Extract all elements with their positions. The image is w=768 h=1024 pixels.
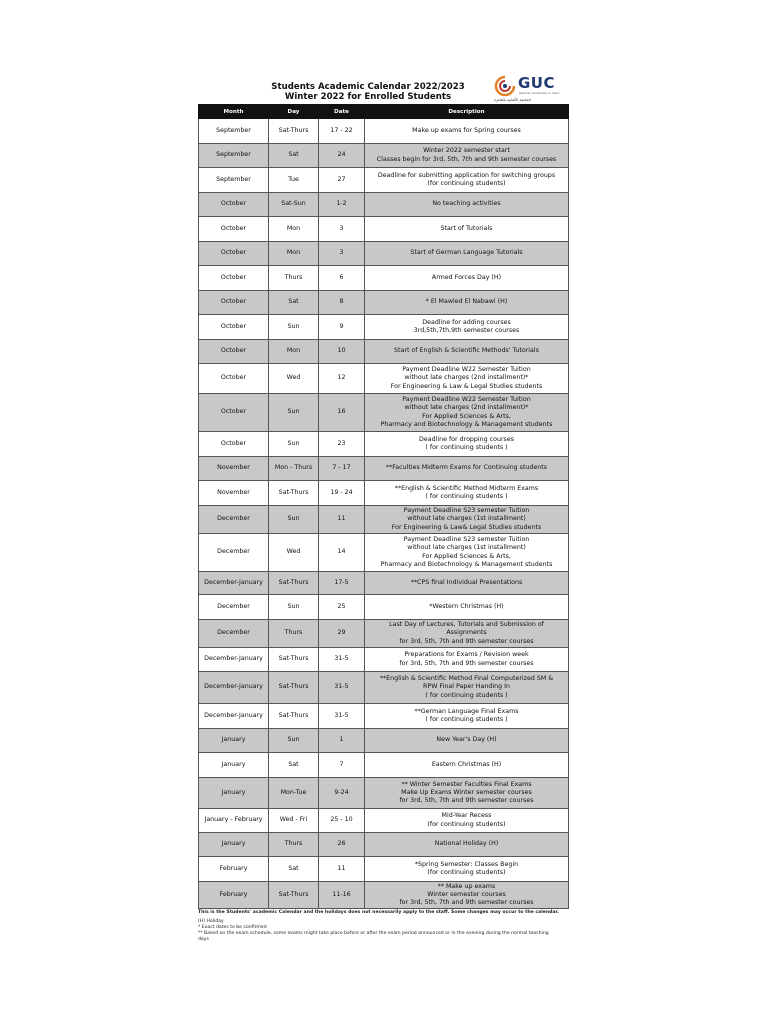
cell-month: October bbox=[199, 315, 269, 340]
table-row bbox=[199, 119, 569, 144]
cell-month: October bbox=[199, 242, 269, 266]
table-row bbox=[199, 778, 569, 809]
column-header-description: Description bbox=[365, 105, 569, 119]
table-row bbox=[199, 291, 569, 315]
cell-date: 7 - 17 bbox=[319, 457, 365, 481]
cell-day: Thurs bbox=[269, 266, 319, 291]
table-row bbox=[199, 857, 569, 882]
cell-date: 11-16 bbox=[319, 882, 365, 909]
cell-date: 19 - 24 bbox=[319, 481, 365, 506]
cell-month: December bbox=[199, 595, 269, 620]
cell-date: 8 bbox=[319, 291, 365, 315]
table-row bbox=[199, 672, 569, 704]
cell-month: December-January bbox=[199, 704, 269, 729]
cell-month: September bbox=[199, 168, 269, 193]
cell-date: 9 bbox=[319, 315, 365, 340]
cell-description: Start of English & Scientific Methods' Tutorials bbox=[365, 340, 569, 364]
table-row bbox=[199, 144, 569, 168]
table-row bbox=[199, 572, 569, 595]
table-row bbox=[199, 266, 569, 291]
logo-swirl-icon bbox=[494, 75, 516, 97]
cell-date: 14 bbox=[319, 534, 365, 572]
cell-month: October bbox=[199, 394, 269, 432]
table-row bbox=[199, 457, 569, 481]
table-row bbox=[199, 242, 569, 266]
cell-description: Preparations for Exams / Revision week for 3rd, 5th, 7th and 9th semester courses bbox=[365, 648, 569, 672]
cell-day: Sun bbox=[269, 729, 319, 753]
table-row bbox=[199, 809, 569, 833]
table-row bbox=[199, 394, 569, 432]
cell-description: Mid-Year Recess (for continuing students) bbox=[365, 809, 569, 833]
cell-day: Sat bbox=[269, 144, 319, 168]
table-row bbox=[199, 729, 569, 753]
cell-day: Wed - Fri bbox=[269, 809, 319, 833]
cell-month: December-January bbox=[199, 672, 269, 704]
cell-description: *Western Christmas (H) bbox=[365, 595, 569, 620]
table-row bbox=[199, 364, 569, 394]
cell-day: Sun bbox=[269, 432, 319, 457]
cell-month: December-January bbox=[199, 572, 269, 595]
cell-date: 10 bbox=[319, 340, 365, 364]
cell-day: Sat-Thurs bbox=[269, 882, 319, 909]
cell-month: December-January bbox=[199, 648, 269, 672]
table-row bbox=[199, 168, 569, 193]
header bbox=[198, 72, 570, 104]
note-exams: ** Based on the exam schedule, some exams might take place before or after the exam period announced or in the evening during the normal teaching days bbox=[198, 931, 549, 942]
cell-date: 31-5 bbox=[319, 672, 365, 704]
cell-description: Payment Deadline W22 Semester Tuition without late charges (2nd installment)* For Engineering & Law & Legal Studies students bbox=[365, 364, 569, 394]
table-header-row bbox=[199, 105, 569, 119]
page-subtitle: Winter 2022 for Enrolled Students bbox=[284, 92, 452, 102]
cell-day: Wed bbox=[269, 364, 319, 394]
cell-date: 23 bbox=[319, 432, 365, 457]
cell-description: Deadline for submitting application for switching groups (for continuing students) bbox=[365, 168, 569, 193]
table-row bbox=[199, 315, 569, 340]
cell-day: Sun bbox=[269, 595, 319, 620]
cell-day: Sat bbox=[269, 857, 319, 882]
cell-date: 9-24 bbox=[319, 778, 365, 809]
cell-month: February bbox=[199, 882, 269, 909]
cell-description: New Year's Day (H) bbox=[365, 729, 569, 753]
table-row bbox=[199, 704, 569, 729]
cell-date: 24 bbox=[319, 144, 365, 168]
cell-description: National Holiday (H) bbox=[365, 833, 569, 857]
cell-date: 17-5 bbox=[319, 572, 365, 595]
cell-day: Sat-Thurs bbox=[269, 672, 319, 704]
cell-month: October bbox=[199, 217, 269, 242]
cell-month: January bbox=[199, 729, 269, 753]
table-body bbox=[199, 119, 569, 909]
cell-month: January bbox=[199, 753, 269, 778]
cell-description: No teaching activities bbox=[365, 193, 569, 217]
cell-day: Mon-Tue bbox=[269, 778, 319, 809]
cell-description: Start of German Language Tutorials bbox=[365, 242, 569, 266]
cell-day: Sat bbox=[269, 291, 319, 315]
column-header-day: Day bbox=[269, 105, 319, 119]
cell-description: **German Language Final Exams ( for continuing students ) bbox=[365, 704, 569, 729]
cell-description: **English & Scientific Method Final Computerized SM & RPW Final Paper Handing In ( for continuing students ) bbox=[365, 672, 569, 704]
cell-month: September bbox=[199, 119, 269, 144]
table-row bbox=[199, 753, 569, 778]
cell-date: 26 bbox=[319, 833, 365, 857]
cell-description: Eastern Christmas (H) bbox=[365, 753, 569, 778]
cell-description: Payment Deadline S23 semester Tuition without late charges (1st installment) For Engineering & Law& Legal Studies students bbox=[365, 506, 569, 534]
cell-month: September bbox=[199, 144, 269, 168]
cell-month: October bbox=[199, 266, 269, 291]
cell-day: Sun bbox=[269, 394, 319, 432]
cell-description: Make up exams for Spring courses bbox=[365, 119, 569, 144]
note-holiday: (H) Holiday bbox=[198, 919, 224, 924]
cell-date: 3 bbox=[319, 242, 365, 266]
title-block bbox=[198, 82, 538, 102]
cell-month: October bbox=[199, 364, 269, 394]
cell-day: Sat-Thurs bbox=[269, 481, 319, 506]
cell-description: Deadline for adding courses 3rd,5th,7th,9th semester courses bbox=[365, 315, 569, 340]
cell-month: January bbox=[199, 778, 269, 809]
cell-date: 1 bbox=[319, 729, 365, 753]
cell-month: October bbox=[199, 432, 269, 457]
cell-day: Mon bbox=[269, 340, 319, 364]
cell-day: Wed bbox=[269, 534, 319, 572]
disclaimer: This is the Students' academic Calendar and the holidays does not necessarily apply to the staff. Some changes may occur to the calendar. bbox=[198, 910, 559, 915]
cell-description: *Spring Semester: Classes Begin (for continuing students) bbox=[365, 857, 569, 882]
cell-date: 31-5 bbox=[319, 648, 365, 672]
cell-date: 25 - 10 bbox=[319, 809, 365, 833]
calendar-page bbox=[198, 72, 570, 943]
cell-description: Last Day of Lectures, Tutorials and Submission of Assignments for 3rd, 5th, 7th and 9th semester courses bbox=[365, 620, 569, 648]
cell-month: November bbox=[199, 481, 269, 506]
cell-description: **CPS final Individual Presentations bbox=[365, 572, 569, 595]
table-row bbox=[199, 340, 569, 364]
cell-month: November bbox=[199, 457, 269, 481]
cell-day: Thurs bbox=[269, 833, 319, 857]
table-row bbox=[199, 882, 569, 909]
table-row bbox=[199, 620, 569, 648]
cell-date: 1-2 bbox=[319, 193, 365, 217]
cell-day: Mon bbox=[269, 242, 319, 266]
table-row bbox=[199, 648, 569, 672]
cell-month: January bbox=[199, 833, 269, 857]
cell-description: Payment Deadline W22 Semester Tuition without late charges (2nd installment)* For Applied Sciences & Arts, Pharmacy and Biotechnology & Management students bbox=[365, 394, 569, 432]
cell-day: Sat-Thurs bbox=[269, 648, 319, 672]
cell-description: **English & Scientific Method Midterm Exams ( for continuing students ) bbox=[365, 481, 569, 506]
cell-date: 25 bbox=[319, 595, 365, 620]
cell-month: October bbox=[199, 193, 269, 217]
cell-day: Mon - Thurs bbox=[269, 457, 319, 481]
logo-text: GUC bbox=[518, 74, 556, 92]
footer bbox=[198, 910, 570, 943]
cell-month: January - February bbox=[199, 809, 269, 833]
cell-day: Mon bbox=[269, 217, 319, 242]
cell-month: December bbox=[199, 506, 269, 534]
cell-date: 7 bbox=[319, 753, 365, 778]
cell-date: 11 bbox=[319, 506, 365, 534]
table-row bbox=[199, 534, 569, 572]
cell-date: 27 bbox=[319, 168, 365, 193]
cell-description: ** Make up exams Winter semester courses for 3rd, 5th, 7th and 9th semester courses bbox=[365, 882, 569, 909]
cell-description: ** Winter Semester Faculties Final Exams Make Up Exams Winter semester courses for 3rd, 5th, 7th and 9th semester courses bbox=[365, 778, 569, 809]
cell-day: Thurs bbox=[269, 620, 319, 648]
cell-description: Start of Tutorials bbox=[365, 217, 569, 242]
guc-logo bbox=[494, 74, 570, 104]
cell-date: 6 bbox=[319, 266, 365, 291]
column-header-date: Date bbox=[319, 105, 365, 119]
cell-day: Sun bbox=[269, 506, 319, 534]
cell-day: Tue bbox=[269, 168, 319, 193]
column-header-month: Month bbox=[199, 105, 269, 119]
cell-date: 12 bbox=[319, 364, 365, 394]
logo-arabic: الجامعة الألمانية بالقاهرة bbox=[494, 98, 531, 102]
calendar-table bbox=[198, 104, 569, 909]
cell-description: Winter 2022 semester start Classes begin for 3rd, 5th, 7th and 9th semester courses bbox=[365, 144, 569, 168]
cell-description: Deadline for dropping courses ( for continuing students ) bbox=[365, 432, 569, 457]
cell-description: **Faculties Midterm Exams for Continuing students bbox=[365, 457, 569, 481]
cell-month: October bbox=[199, 340, 269, 364]
cell-date: 3 bbox=[319, 217, 365, 242]
note-dates: * Exact dates to be confirmed bbox=[198, 925, 267, 930]
cell-day: Sun bbox=[269, 315, 319, 340]
cell-day: Sat-Thurs bbox=[269, 572, 319, 595]
cell-date: 11 bbox=[319, 857, 365, 882]
cell-month: December bbox=[199, 620, 269, 648]
page-title: Students Academic Calendar 2022/2023 bbox=[271, 82, 465, 92]
cell-day: Sat-Sun bbox=[269, 193, 319, 217]
cell-day: Sat-Thurs bbox=[269, 704, 319, 729]
table-row bbox=[199, 432, 569, 457]
cell-date: 17 - 22 bbox=[319, 119, 365, 144]
table-row bbox=[199, 506, 569, 534]
table-row bbox=[199, 481, 569, 506]
cell-date: 31-5 bbox=[319, 704, 365, 729]
cell-description: Payment Deadline S23 semester Tuition without late charges (1st installment) For Applied Sciences & Arts, Pharmacy and Biotechnology & Management students bbox=[365, 534, 569, 572]
table-row bbox=[199, 833, 569, 857]
cell-date: 16 bbox=[319, 394, 365, 432]
table-row bbox=[199, 595, 569, 620]
cell-description: * El Mawled El Nabawi (H) bbox=[365, 291, 569, 315]
table-row bbox=[199, 217, 569, 242]
cell-day: Sat bbox=[269, 753, 319, 778]
cell-description: Armed Forces Day (H) bbox=[365, 266, 569, 291]
cell-month: December bbox=[199, 534, 269, 572]
cell-day: Sat-Thurs bbox=[269, 119, 319, 144]
cell-month: February bbox=[199, 857, 269, 882]
table-row bbox=[199, 193, 569, 217]
cell-month: October bbox=[199, 291, 269, 315]
cell-date: 29 bbox=[319, 620, 365, 648]
logo-subtitle: German University in Cairo bbox=[519, 91, 560, 95]
